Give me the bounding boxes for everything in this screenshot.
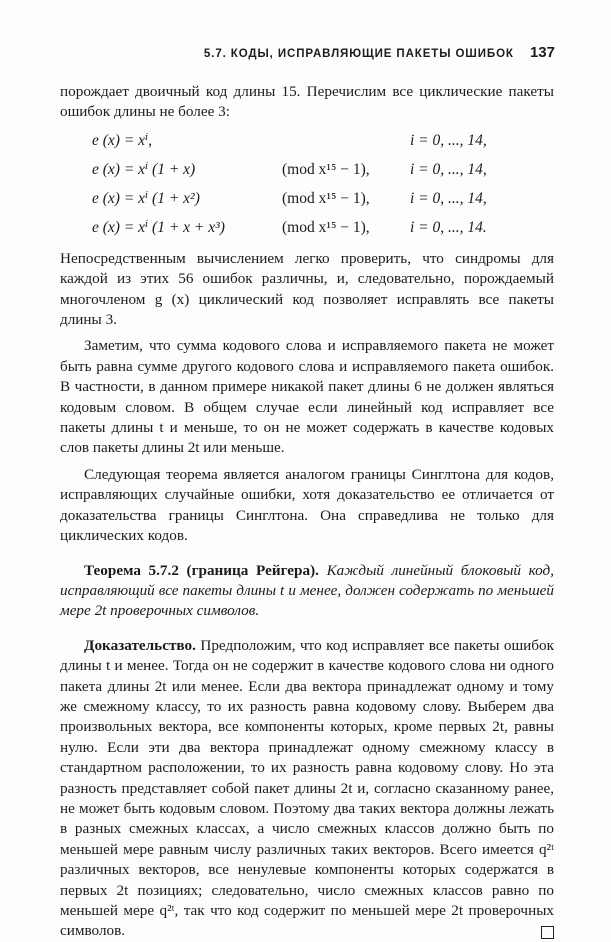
equation-modulus: (mod x¹⁵ − 1), <box>282 160 370 178</box>
page-number: 137 <box>529 44 555 61</box>
theorem-text: Каждый линейный блоковый код, исправляющий все пакеты длины t и менее, должен содержать по меньшей мере 2t проверочных символов. <box>60 561 554 620</box>
equation-row <box>60 127 554 156</box>
section-title: 5.7. КОДЫ, ИСПРАВЛЯЮЩИЕ ПАКЕТЫ ОШИБОК <box>203 48 514 60</box>
equation-range: i = 0, ..., 14, <box>410 189 487 207</box>
equation-modulus: (mod x¹⁵ − 1), <box>282 189 370 207</box>
proof-label: Доказательство. <box>84 636 196 654</box>
equation-expression: e (x) = xⁱ (1 + x²) <box>92 189 200 207</box>
equation-range: i = 0, ..., 14, <box>410 131 487 149</box>
equation-expression: e (x) = xⁱ (1 + x) <box>92 160 196 178</box>
singleton-paragraph: Следующая теорема является аналогом границы Синглтона для кодов, исправляющих случайные ошибки, хотя доказательство ее отличается от доказательства границы Синглтона. Она справедлива не только для циклических кодов. <box>60 465 554 545</box>
equation-expression: e (x) = xⁱ (1 + x + x³) <box>92 218 225 236</box>
proof-block <box>60 636 554 942</box>
equation-range: i = 0, ..., 14. <box>410 218 487 236</box>
equation-modulus: (mod x¹⁵ − 1), <box>282 218 370 236</box>
running-header <box>204 44 555 61</box>
proof-text: Предположим, что код исправляет все пакеты ошибок длины t и менее. Тогда он не содержит в качестве кодового слова ни одного пакета длины 2t или менее. Если два вектора принадлежат одному и тому же смежному классу, то их разность равна кодовому слову. Выберем два произвольных вектора, все компоненты которых, кроме первых 2t, равны нулю. Если эти два вектора принадлежат одному смежному классу в стандартном расположении, то их разность равна кодовому слову. Но эта разность представляет собой пакет длины 2t и, согласно сказанному ранее, не может быть кодовым словом. Поэтому два таких вектора должны лежать в разных смежных классах, а число смежных классов должно быть по меньшей мере равным числу различных таких векторов. Всего имеется q²ᵗ различных векторов, все ненулевые компоненты которых содержатся в первых 2t позициях; следовательно, число смежных классов равно по меньшей мере q²ᵗ, так что код содержит по меньшей мере 2t проверочных символов. <box>60 636 554 940</box>
theorem-label: Теорема 5.7.2 (граница Рейгера). <box>84 561 319 579</box>
equation-expression: e (x) = xⁱ, <box>92 131 153 149</box>
syndrome-paragraph: Непосредственным вычислением легко проверить, что синдромы для каждой из этих 56 ошибок различны, и, следовательно, порождаемый многочленом g (x) циклический код позволяет исправлять все пакеты длины 3. <box>60 249 554 329</box>
equation-row <box>60 214 554 243</box>
burst-equations <box>60 127 554 243</box>
equation-row <box>60 156 554 185</box>
equation-range: i = 0, ..., 14, <box>410 160 487 178</box>
page-body <box>60 82 554 942</box>
equation-row <box>60 185 554 214</box>
codeword-paragraph: Заметим, что сумма кодового слова и исправляемого пакета не может быть равна сумме другого кодового слова и исправляемого пакета ошибок. В частности, в данном примере никакой пакет длины 6 не должен являться кодовым словом. В общем случае если линейный код исправляет все пакеты длины t и меньше, то он не может содержать в качестве кодовых слов пакеты длины 2t или меньше. <box>60 337 554 457</box>
intro-paragraph: порождает двоичный код длины 15. Перечислим все циклические пакеты ошибок длины не более 3: <box>60 83 554 121</box>
theorem-block <box>60 561 554 622</box>
qed-square-icon <box>541 926 554 939</box>
